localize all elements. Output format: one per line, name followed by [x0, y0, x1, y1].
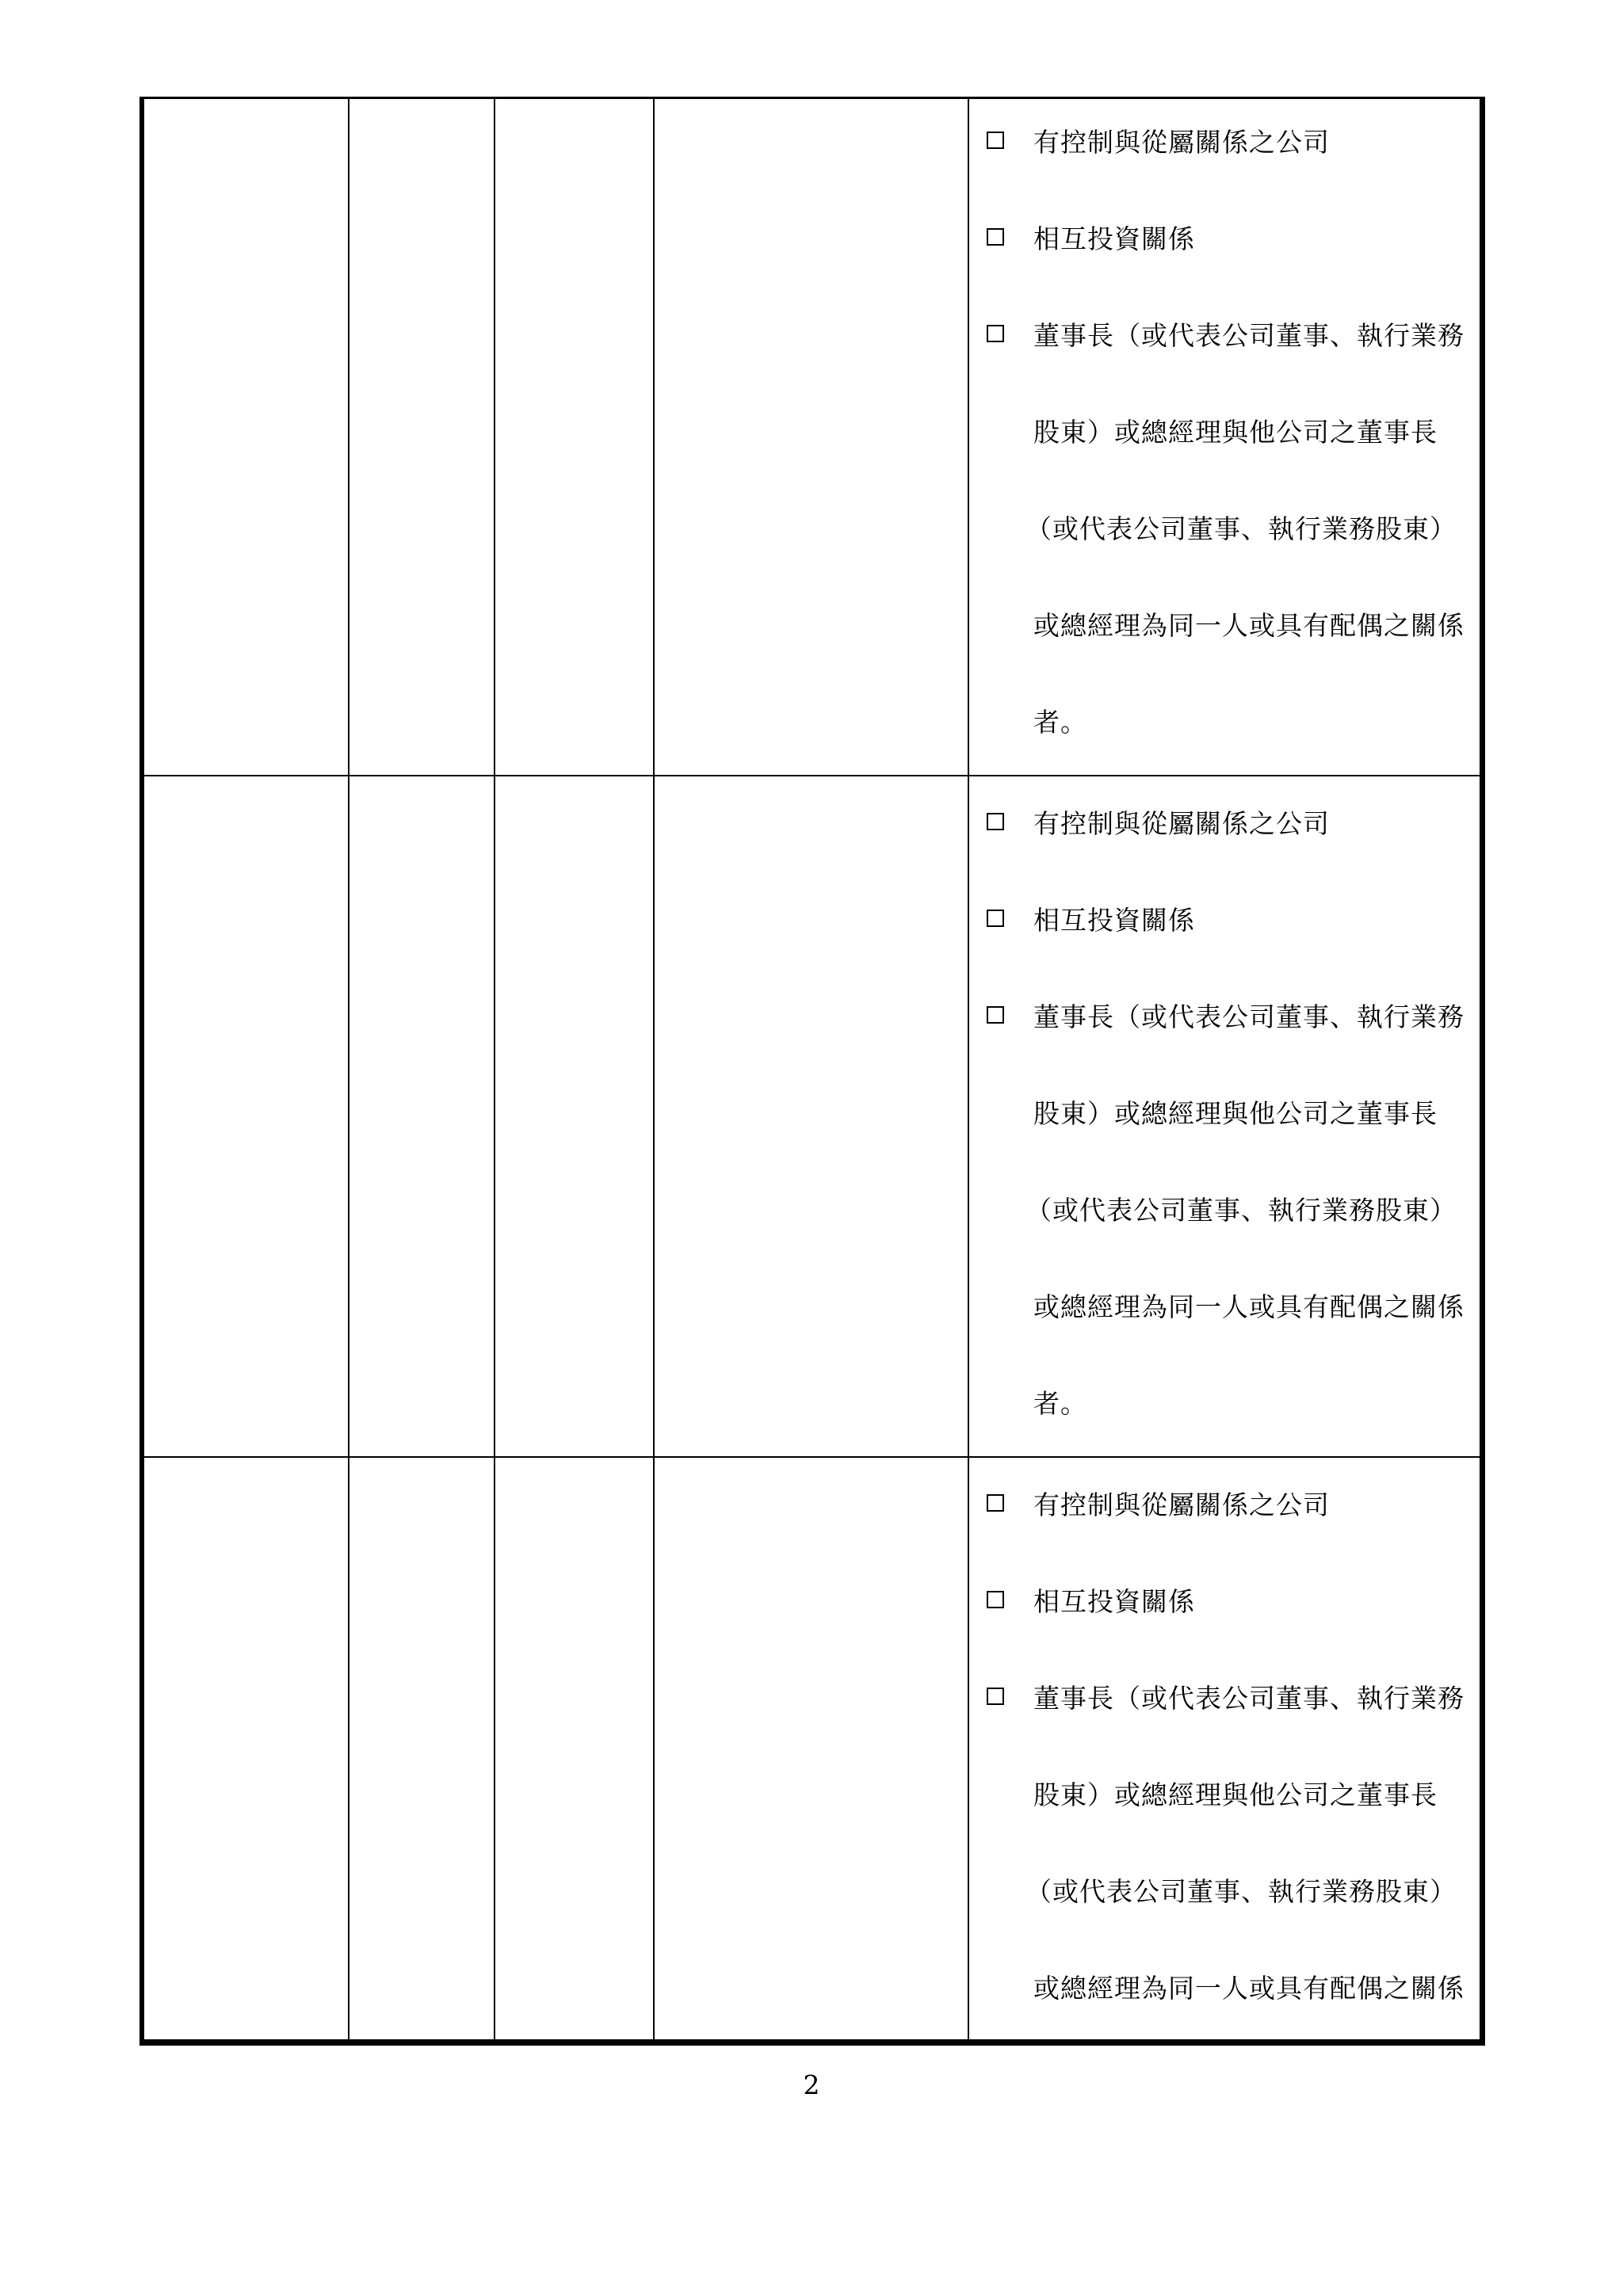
column-divider — [348, 97, 349, 2046]
option-continuation-text: 股東）或總經理與他公司之董事長 — [1033, 1779, 1438, 1810]
column-divider — [494, 97, 495, 2046]
option-label: 相互投資關係 — [1033, 223, 1195, 254]
row-divider — [139, 775, 1485, 776]
option-continuation-text: （或代表公司董事、執行業務股東） — [1025, 1195, 1457, 1226]
checkbox[interactable] — [987, 813, 1004, 830]
checkbox[interactable] — [987, 325, 1004, 342]
option-label: 董事長（或代表公司董事、執行業務 — [1033, 1001, 1465, 1032]
column-divider — [968, 97, 969, 2046]
checkbox[interactable] — [987, 132, 1004, 149]
option-continuation-text: 股東）或總經理與他公司之董事長 — [1033, 417, 1438, 448]
checkbox[interactable] — [987, 1688, 1004, 1705]
option-label: 有控制與從屬關係之公司 — [1033, 127, 1330, 158]
option-continuation-text: 或總經理為同一人或具有配偶之關係 — [1033, 610, 1465, 641]
page-number: 2 — [803, 2069, 820, 2100]
relationship-table — [139, 97, 1485, 2046]
option-label: 有控制與從屬關係之公司 — [1033, 1489, 1330, 1520]
row-divider — [139, 1456, 1485, 1458]
checkbox[interactable] — [987, 228, 1004, 246]
option-label: 董事長（或代表公司董事、執行業務 — [1033, 1683, 1465, 1714]
option-continuation-text: 或總經理為同一人或具有配偶之關係 — [1033, 1291, 1465, 1322]
column-divider — [653, 97, 655, 2046]
option-continuation-text: 者。 — [1033, 1388, 1087, 1419]
checkbox[interactable] — [987, 1006, 1004, 1024]
checkbox[interactable] — [987, 1494, 1004, 1512]
option-continuation-text: 者。 — [1033, 707, 1087, 738]
option-label: 有控制與從屬關係之公司 — [1033, 808, 1330, 839]
option-label: 相互投資關係 — [1033, 905, 1195, 936]
checkbox[interactable] — [987, 910, 1004, 927]
option-continuation-text: 或總經理為同一人或具有配偶之關係 — [1033, 1973, 1465, 2004]
checkbox[interactable] — [987, 1591, 1004, 1608]
option-continuation-text: （或代表公司董事、執行業務股東） — [1025, 1876, 1457, 1907]
option-continuation-text: （或代表公司董事、執行業務股東） — [1025, 513, 1457, 544]
option-label: 董事長（或代表公司董事、執行業務 — [1033, 320, 1465, 351]
option-label: 相互投資關係 — [1033, 1586, 1195, 1617]
option-continuation-text: 股東）或總經理與他公司之董事長 — [1033, 1098, 1438, 1129]
